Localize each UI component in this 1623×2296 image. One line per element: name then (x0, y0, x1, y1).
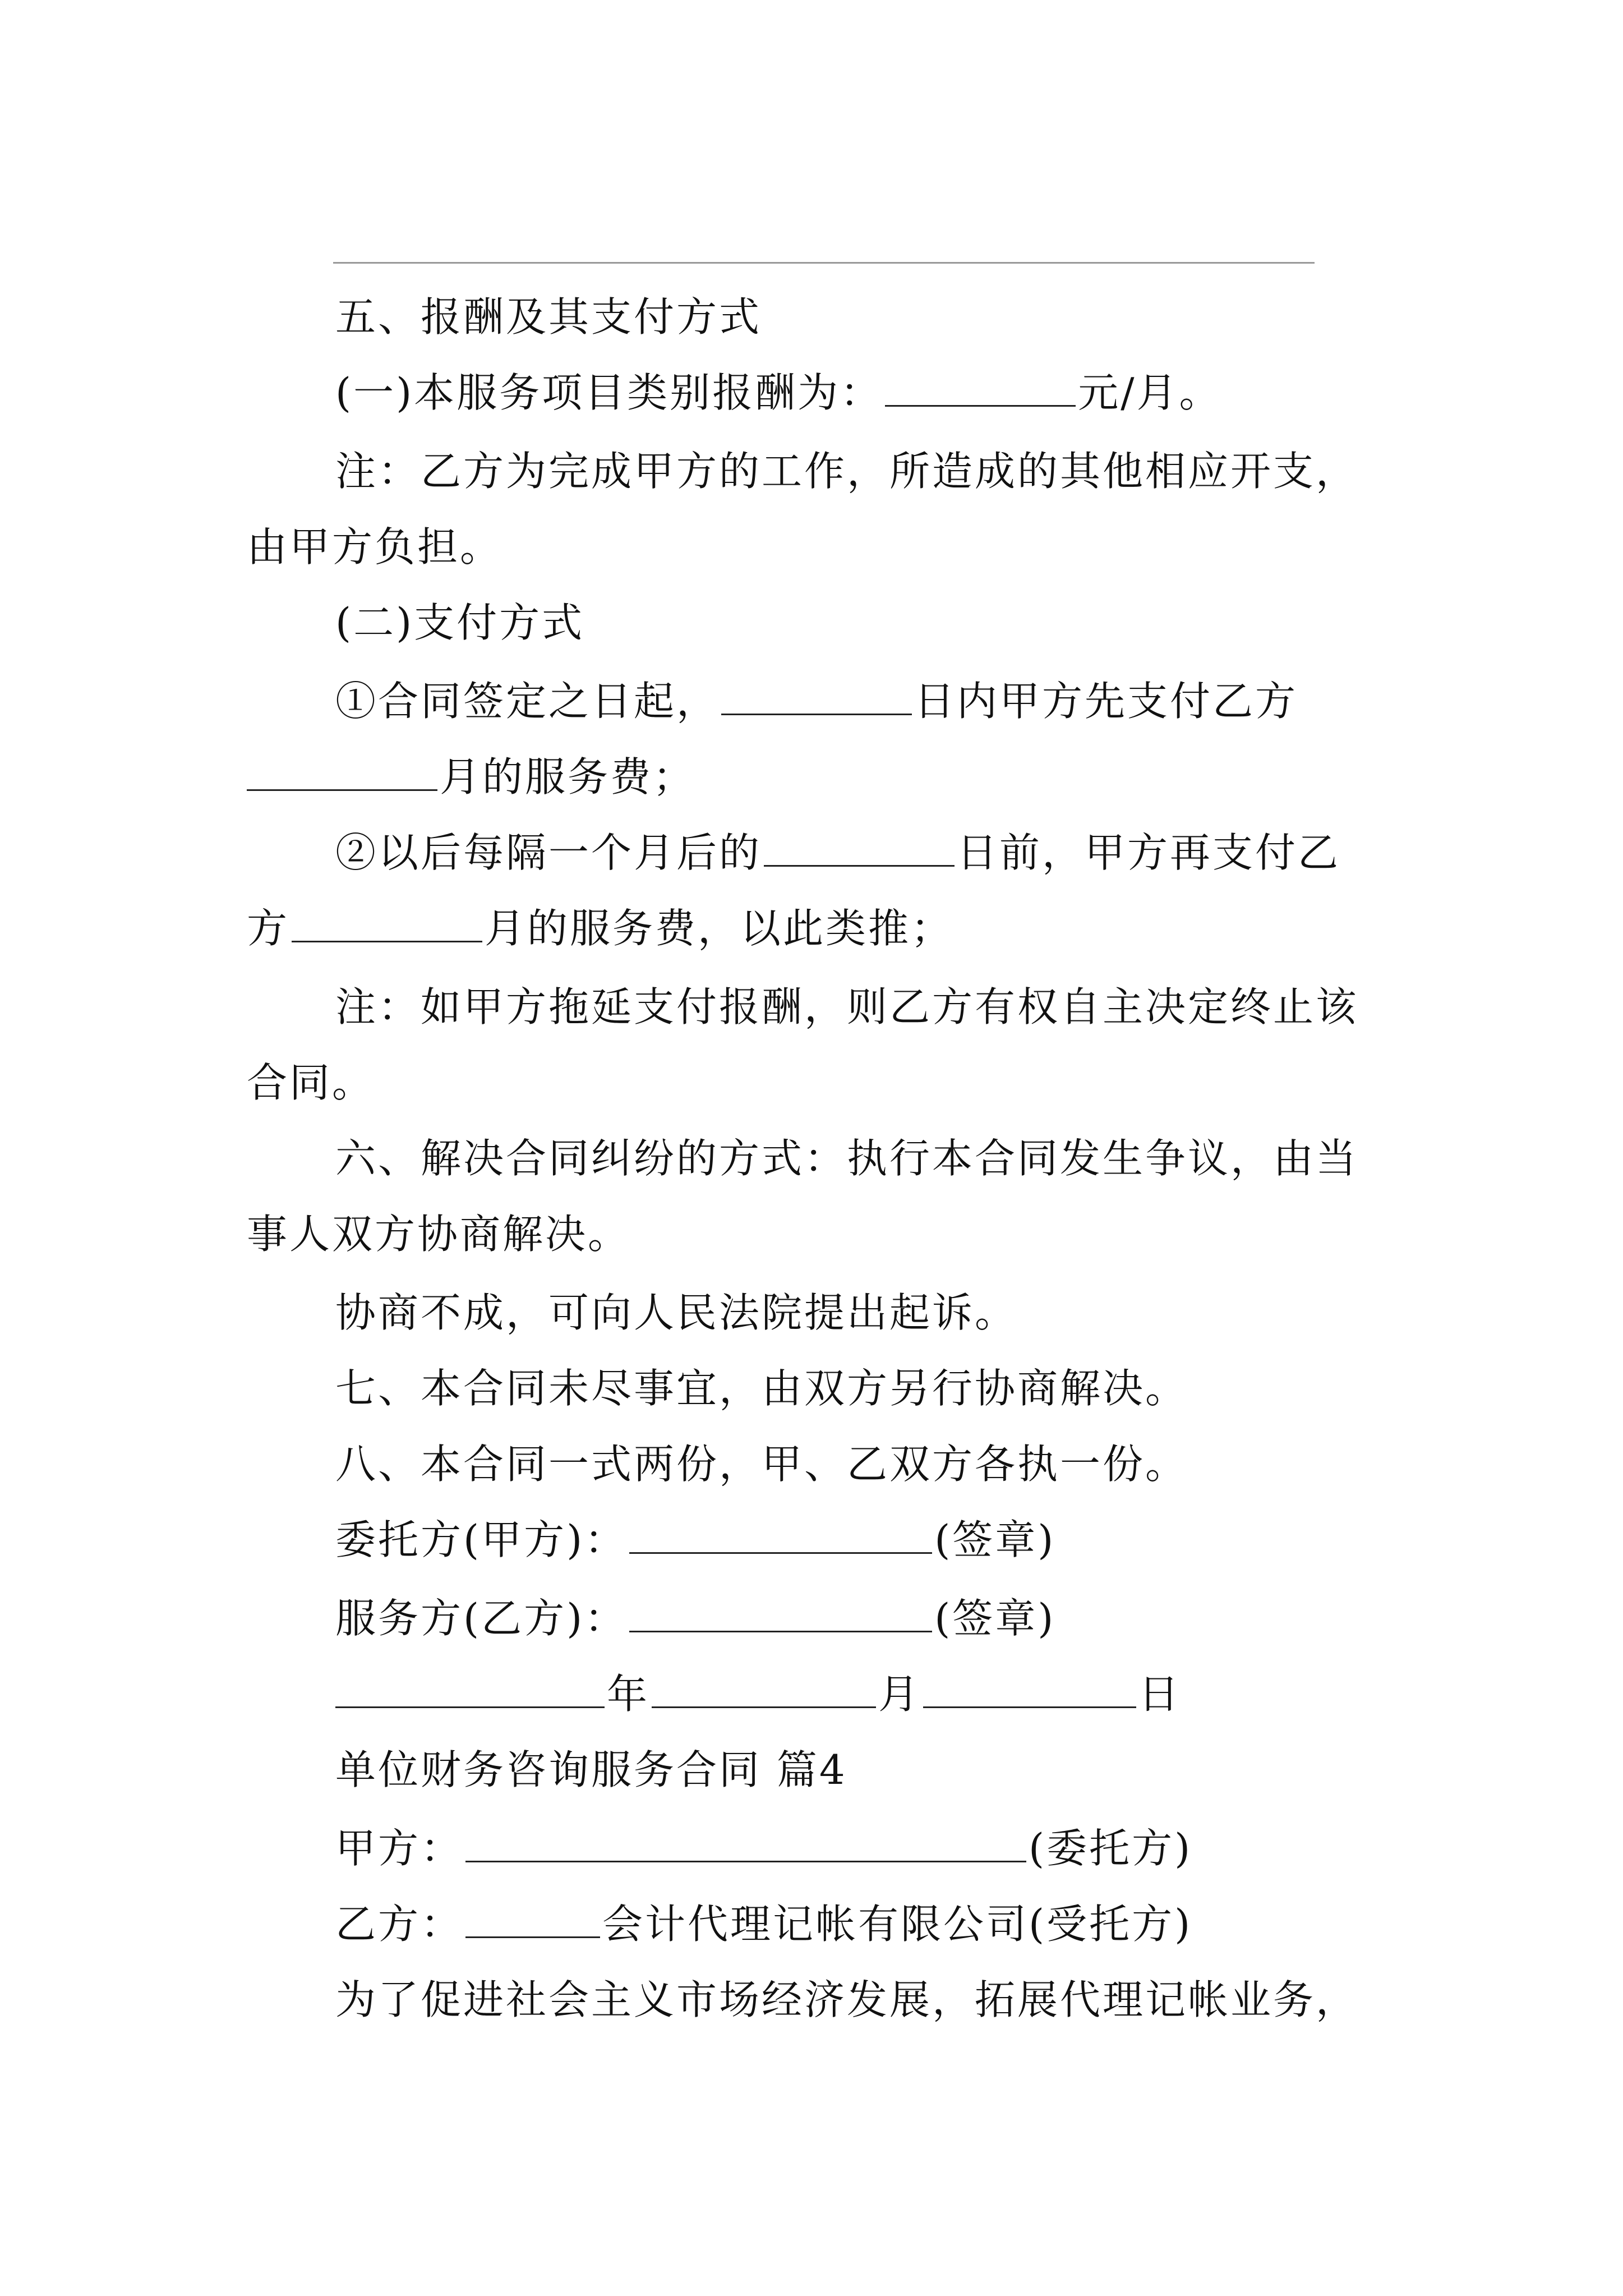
clause-payment-1: ①合同签定之日起， 日内甲方先支付乙方 (335, 673, 1298, 729)
subheading-payment-method: (二)支付方式 (335, 599, 585, 646)
signature-field[interactable] (629, 1590, 932, 1632)
note-late-payment: 注：如甲方拖延支付报酬，则乙方有权自主决定终止该 (335, 983, 1359, 1030)
preamble: 为了促进社会主义市场经济发展，拓展代理记帐业务， (335, 1976, 1359, 2023)
clause-payment-2-cont: 方 月的服务费，以此类推； (247, 900, 953, 956)
section-unresolved-matters: 七、本合同未尽事宜，由双方另行协商解决。 (335, 1365, 1188, 1412)
header-divider (333, 262, 1315, 264)
signature-party-a: 委托方(甲方)： (签章) (335, 1512, 1055, 1568)
contract-title: 单位财务咨询服务合同 篇4 (335, 1746, 847, 1793)
clause-payment-1-cont: 月的服务费； (247, 749, 695, 805)
party-b-field[interactable] (465, 1896, 600, 1938)
section-copies: 八、本合同一式两份，甲、乙双方各执一份。 (335, 1441, 1188, 1488)
date-line: 年 月 日 (335, 1666, 1181, 1722)
section-dispute-resolution-cont: 事人双方协商解决。 (247, 1211, 631, 1258)
blank-field[interactable] (721, 673, 912, 715)
clause-litigation: 协商不成，可向人民法院提出起诉。 (335, 1289, 1018, 1336)
party-a-line: 甲方： (委托方) (335, 1820, 1192, 1876)
day-field[interactable] (923, 1666, 1136, 1708)
note-late-payment-cont: 合同。 (247, 1059, 375, 1106)
month-field[interactable] (652, 1666, 876, 1708)
signature-party-b: 服务方(乙方)： (签章) (335, 1590, 1055, 1646)
note-expenses-cont: 由甲方负担。 (247, 523, 503, 570)
clause-remuneration-amount: (一)本服务项目类别报酬为： 元/月。 (335, 365, 1221, 421)
blank-field[interactable] (292, 900, 482, 942)
signature-field[interactable] (629, 1512, 932, 1554)
note-expenses: 注：乙方为完成甲方的工作，所造成的其他相应开支， (335, 448, 1359, 495)
clause-payment-2: ②以后每隔一个月后的 日前，甲方再支付乙 (335, 825, 1340, 881)
section-heading-remuneration: 五、报酬及其支付方式 (335, 293, 762, 341)
party-a-field[interactable] (465, 1820, 1026, 1862)
blank-field[interactable] (764, 825, 955, 867)
blank-field[interactable] (885, 365, 1076, 407)
blank-field[interactable] (247, 749, 437, 791)
year-field[interactable] (335, 1666, 605, 1708)
party-b-line: 乙方： 会计代理记帐有限公司(受托方) (335, 1896, 1192, 1952)
section-dispute-resolution: 六、解决合同纠纷的方式：执行本合同发生争议，由当 (335, 1135, 1359, 1182)
